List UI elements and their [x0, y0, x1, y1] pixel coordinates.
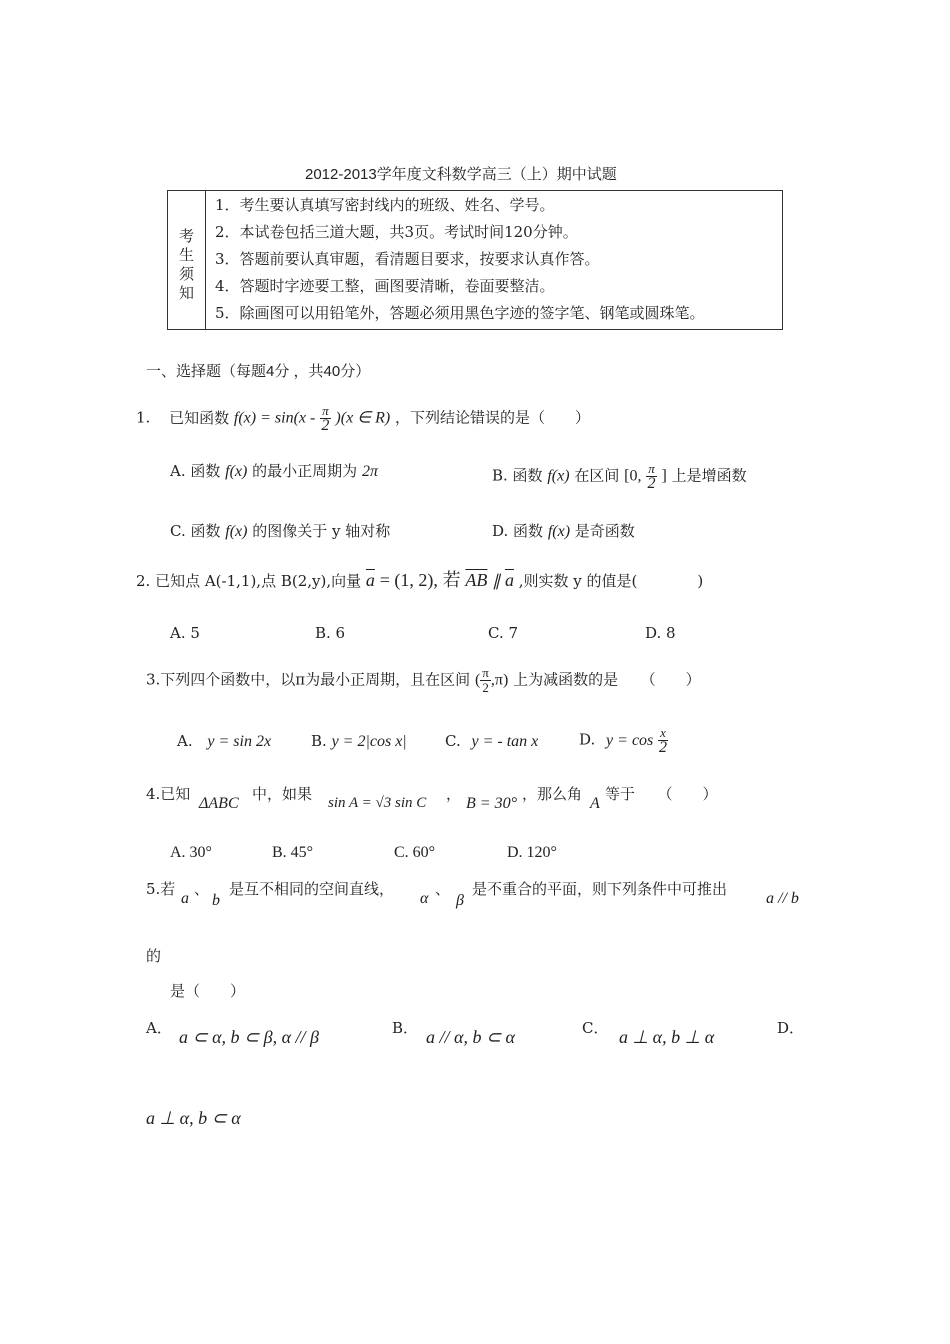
option-c — [445, 732, 538, 751]
math-expression: y = 2|cos x| — [331, 733, 407, 750]
math-expression: f(x) = sin(x - — [233, 409, 316, 427]
question-text: ， — [446, 785, 462, 803]
math-expression: ] — [661, 467, 667, 485]
vector-ab: $\overline{AB}$ — [465, 570, 488, 590]
vector-a: $\overline{a}$ — [504, 570, 514, 590]
math-expression: sin A = √3 sin C — [328, 795, 427, 811]
math-expression: f(x) — [225, 463, 248, 480]
notice-rule: 3．答题前要认真审题，看清题目要求，按要求认真作答。 — [215, 250, 600, 268]
option-a — [177, 732, 271, 751]
question-text: 是（ ） — [170, 982, 246, 1000]
notice-rule: 4．答题时字迹要工整，画图要清晰，卷面要整洁。 — [215, 277, 555, 295]
question-4 — [146, 783, 190, 804]
math-expression: A — [590, 795, 600, 812]
question-text: 中，如果 — [252, 785, 313, 803]
math-expression: = (1, 2), — [379, 570, 438, 590]
notice-rule: 1．考生要认真填写密封线内的班级、姓名、学号。 — [215, 196, 555, 214]
denominator: 2 — [647, 475, 656, 492]
numerator: x — [660, 725, 666, 740]
question-5: 5.若 — [146, 880, 176, 898]
math-expression: f(x) — [547, 523, 571, 540]
math-expression: )(x ∈ R) — [335, 409, 391, 427]
question-text: 4.已知 — [146, 785, 191, 803]
option-b-label: B． — [392, 1019, 419, 1037]
plane-beta: β — [456, 892, 464, 909]
option-c-label: C． — [582, 1019, 609, 1037]
question-2 — [136, 566, 703, 592]
math-expression: a // b — [766, 890, 799, 907]
notice-heading-char: 须 — [179, 265, 195, 283]
notice-heading — [168, 191, 206, 329]
option-c: a ⊥ α, b ⊥ α — [619, 1027, 715, 1047]
option-label: B. 函数 — [492, 466, 543, 485]
question-number: 1. — [136, 408, 151, 427]
numerator: π — [322, 403, 329, 418]
option-d — [492, 520, 635, 541]
math-expression: y = - tan x — [471, 733, 539, 750]
option-b: B. 6 — [315, 624, 346, 642]
question-text: 上为减函数的是 （ ） — [513, 670, 701, 689]
option-label: A. 函数 — [170, 462, 221, 480]
option-text: 的最小正周期为 — [252, 462, 358, 480]
section-heading: 一、选择题（每题4分 ，共40分） — [146, 363, 371, 380]
fraction — [658, 726, 668, 755]
option-d: D. 120° — [507, 844, 557, 861]
option-label: D. — [579, 730, 596, 749]
option-d: a ⊥ α, b ⊂ α — [146, 1108, 241, 1128]
question-3 — [146, 666, 701, 695]
option-a: A. 30° — [170, 844, 212, 861]
option-label: C. — [445, 732, 461, 750]
option-c: C. 7 — [488, 624, 519, 642]
notice-heading-char: 考 — [179, 227, 195, 245]
math-expression: y = sin 2x — [207, 733, 272, 750]
question-text: ,则实数 y 的值是( ) — [518, 572, 704, 590]
option-text: 上是增函数 — [671, 466, 747, 485]
notice-heading-char: 知 — [179, 284, 195, 302]
page-title: 2012-2013学年度文科数学高三（上）期中试题 — [305, 166, 617, 183]
option-a-label: A． — [146, 1019, 172, 1037]
option-text: 是奇函数 — [574, 522, 635, 540]
line-b: b — [212, 892, 220, 909]
fraction — [646, 462, 657, 491]
option-label: A. — [177, 732, 193, 750]
math-expression: [0, — [624, 467, 642, 485]
question-text: 3.下列四个函数中，以π为最小正周期，且在区间 — [146, 670, 471, 689]
denominator: 2 — [321, 417, 330, 434]
notice-box — [167, 190, 783, 330]
option-b: B. 45° — [272, 844, 314, 861]
math-expression: B = 30° — [466, 795, 517, 812]
math-expression: y = cos — [606, 731, 654, 749]
option-label: C. 函数 — [170, 522, 221, 540]
math-expression: ( — [474, 671, 481, 689]
option-a: a ⊂ α, b ⊂ β, α // β — [179, 1027, 319, 1047]
question-text: 已知函数 — [169, 408, 230, 427]
option-b — [311, 732, 407, 751]
math-expression: 2π — [361, 463, 378, 480]
option-b: a // α, b ⊂ α — [426, 1027, 515, 1047]
option-label: D. 函数 — [492, 522, 544, 540]
notice-rule: 5．除画图可以用铅笔外，答题必须用黑色字迹的签字笔、钢笔或圆珠笔。 — [215, 304, 705, 322]
question-text: 、 — [435, 880, 451, 898]
option-c — [170, 520, 390, 541]
plane-alpha: α — [420, 890, 429, 907]
question-text: 若 — [442, 570, 461, 590]
math-expression: f(x) — [547, 467, 570, 485]
triangle-abc: ΔABC — [199, 795, 239, 812]
option-text: 的图像关于 y 轴对称 — [252, 522, 391, 540]
option-d-label: D． — [777, 1019, 805, 1037]
option-d — [579, 726, 668, 755]
notice-rule: 2．本试卷包括三道大题，共3页。考试时间120分钟。 — [215, 223, 578, 241]
question-text: 是互不相同的空间直线， — [229, 880, 395, 898]
question-text: 2. 已知点 A(-1,1),点 B(2,y),向量 — [136, 572, 362, 590]
question-text: 、 — [194, 880, 210, 898]
math-expression: f(x) — [225, 523, 248, 540]
question-text: 等于 （ ） — [605, 785, 718, 803]
question-text: 的 — [146, 947, 162, 965]
option-a — [170, 460, 378, 481]
question-text: 是不重合的平面，则下列条件中可推出 — [472, 880, 728, 898]
question-text: ，下列结论错误的是（ ） — [394, 408, 590, 427]
numerator: π — [648, 461, 655, 476]
question-1 — [136, 404, 590, 433]
notice-heading-char: 生 — [179, 246, 195, 264]
fraction — [320, 404, 331, 433]
line-a: a — [181, 890, 189, 907]
option-d: D. 8 — [645, 624, 676, 642]
denominator: 2 — [482, 680, 489, 695]
option-label: B. — [311, 732, 327, 750]
vector-a: $\overline{a}$ — [365, 570, 375, 590]
option-text: 在区间 — [574, 466, 620, 485]
question-text: ，那么角 — [522, 785, 583, 803]
fraction — [480, 666, 491, 695]
option-a: A. 5 — [170, 624, 200, 642]
math-expression: ,π) — [490, 671, 509, 689]
parallel-symbol: ∥ — [492, 573, 501, 590]
option-c: C. 60° — [394, 844, 436, 861]
numerator: π — [482, 665, 489, 680]
denominator: 2 — [658, 739, 667, 756]
option-b — [492, 462, 747, 491]
